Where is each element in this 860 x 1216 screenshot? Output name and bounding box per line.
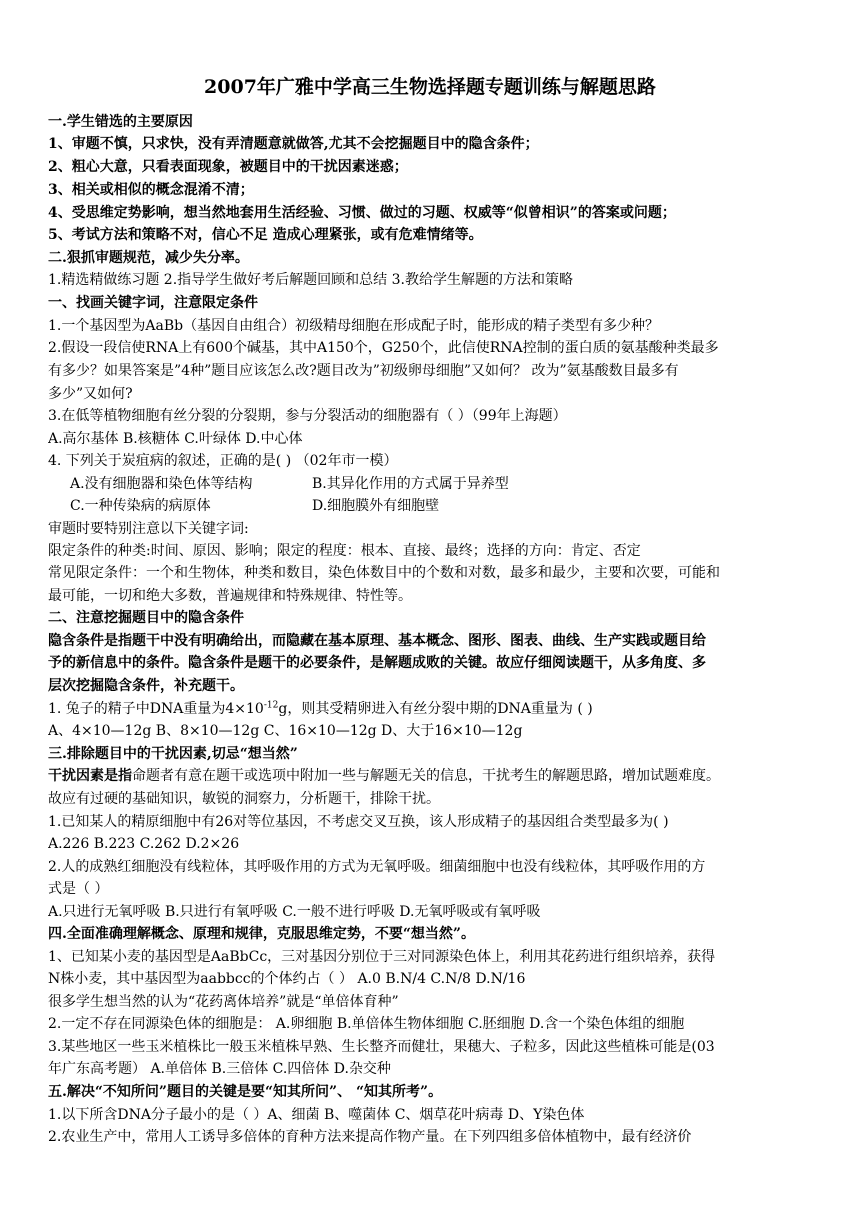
note-text: 审题时要特别注意以下关键字词: — [48, 521, 249, 537]
section-heading-keywords: 一、找画关键字词，注意限定条件 — [48, 295, 258, 311]
question-text: 1.已知某人的精原细胞中有26对等位基因，不考虑交叉互换，该人形成精子的基因组合类型最多为( ) — [48, 814, 669, 830]
note-text: 故应有过硬的基础知识，敏锐的洞察力，分析题干，排除干扰。 — [48, 791, 440, 807]
question-text: 3.在低等植物细胞有丝分裂的分裂期，参与分裂活动的细胞器有（ ）（99年上海题） — [48, 408, 567, 424]
section-heading-standards: 二.狠抓审题规范，减少失分率。 — [48, 250, 249, 266]
note-text: 最可能，一切和绝大多数，普遍规律和特殊规律、特性等。 — [48, 588, 412, 604]
question-text: 1.以下所含DNA分子最小的是（ ）A、细菌 B、噬菌体 C、烟草花叶病毒 D、Y染色体 — [48, 1107, 585, 1123]
question-text: 4. 下列关于炭疽病的叙述，正确的是( ) （02年市一模） — [48, 453, 398, 469]
question-text — [48, 699, 838, 719]
document-title: 2007年广雅中学高三生物选择题专题训练与解题思路 — [204, 76, 656, 98]
question-text: 多少”又如何? — [48, 386, 133, 402]
option-a: A.没有细胞器和染色体等结构 — [70, 476, 253, 492]
option-b: B.其异化作用的方式属于异养型 — [312, 476, 509, 492]
question-text: 有多少？如果答案是”4种”题目应该怎么改?题目改为”初级卵母细胞”又如何？ 改为”氨基酸数目最多有 — [48, 363, 679, 379]
hidden-condition-text: 予的新信息中的条件。隐含条件是题干的必要条件，是解题成败的关键。故应仔细阅读题干，从多角度、多 — [48, 655, 706, 671]
section-heading-causes: 一.学生错选的主要原因 — [48, 114, 193, 130]
reason-item: 5、考试方法和策略不对，信心不足 造成心理紧张，或有危难情绪等。 — [48, 227, 483, 243]
question-text-part: 1. 兔子的精子中DNA重量为4×10 — [48, 701, 264, 717]
note-text: 很多学生想当然的认为“花药离体培养”就是“单倍体育种” — [48, 994, 399, 1010]
question-text: 式是（ ） — [48, 881, 109, 897]
question-text: 年广东高考题） A.单倍体 B.三倍体 C.四倍体 D.杂交种 — [48, 1061, 391, 1077]
question-text: N株小麦，其中基因型为aabbcc的个体约占（ ） A.0 B.N/4 C.N/8 D.N/16 — [48, 971, 526, 987]
question-options: A.高尔基体 B.核糖体 C.叶绿体 D.中心体 — [48, 431, 303, 447]
question-text-part: g，则其受精卵进入有丝分裂中期的DNA重量为 ( ) — [278, 701, 593, 717]
question-text: 2.人的成熟红细胞没有线粒体，其呼吸作用的方式为无氧呼吸。细菌细胞中也没有线粒体，其呼吸作用的方 — [48, 859, 706, 875]
superscript-exponent: -12 — [263, 700, 279, 711]
question-text: 1.一个基因型为AaBb（基因自由组合）初级精母细胞在形成配子时，能形成的精子类型有多少种？ — [48, 318, 660, 334]
section-heading-hidden: 二、注意挖掘题目中的隐含条件 — [48, 610, 244, 626]
definition-term: 干扰因素是指 — [48, 768, 132, 784]
question-options: A.只进行无氧呼吸 B.只进行有氧呼吸 C.一般不进行呼吸 D.无氧呼吸或有氧呼吸 — [48, 904, 541, 920]
reason-item: 4、受思维定势影响，想当然地套用生活经验、习惯、做过的习题、权威等“似曾相识”的答案或问题； — [48, 205, 676, 221]
section-heading-purpose: 五.解决“不知所问”题目的关键是要“知其所问”、 “知其所考”。 — [48, 1084, 443, 1100]
hidden-condition-text: 隐含条件是指题干中没有明确给出，而隐藏在基本原理、基本概念、图形、图表、曲线、生产实践或题目给 — [48, 633, 706, 649]
reason-item: 2、粗心大意，只看表面现象，被题目中的干扰因素迷惑； — [48, 159, 408, 175]
reason-item: 1、审题不慎，只求快，没有弄清题意就做答,尤其不会挖掘题目中的隐含条件； — [48, 136, 539, 152]
note-text: 限定条件的种类:时间、原因、影响；限定的程度：根本、直接、最终；选择的方向：肯定、否定 — [48, 543, 641, 559]
question-options: A、4×10—12g B、8×10—12g C、16×10—12g D、大于16×10—12g — [48, 723, 523, 739]
reason-item: 3、相关或相似的概念混淆不清； — [48, 182, 254, 198]
note-text: 常见限定条件：一个和生物体，种类和数目，染色体数目中的个数和对数，最多和最少，主要和次要，可能和 — [48, 565, 720, 581]
section-heading-interference: 三.排除题目中的干扰因素,切忌“想当然” — [48, 746, 298, 762]
question-text: 2.农业生产中，常用人工诱导多倍体的育种方法来提高作物产量。在下列四组多倍体植物中，最有经济价 — [48, 1129, 692, 1145]
question-text: 2.假设一段信使RNA上有600个碱基，其中A150个，G250个，此信使RNA控制的蛋白质的氨基酸种类最多 — [48, 340, 719, 356]
question-text: 3.某些地区一些玉米植株比一般玉米植株早熟、生长整齐而健壮，果穗大、子粒多，因此这些植株可能是(03 — [48, 1039, 715, 1055]
interference-definition — [48, 766, 838, 786]
question-text: 1、已知某小麦的基因型是AaBbCc，三对基因分别位于三对同源染色体上，利用其花药进行组织培养，获得 — [48, 949, 716, 965]
question-options: A.226 B.223 C.262 D.2×26 — [48, 836, 240, 852]
definition-text: 命题者有意在题干或选项中附加一些与解题无关的信息，干扰考生的解题思路，增加试题难度。 — [132, 768, 720, 784]
option-c: C.一种传染病的病原体 — [70, 498, 211, 514]
method-list: 1.精选精做练习题 2.指导学生做好考后解题回顾和总结 3.教给学生解题的方法和策略 — [48, 272, 573, 288]
question-text: 2.一定不存在同源染色体的细胞是： A.卵细胞 B.单倍体生物体细胞 C.胚细胞 D.含一个染色体组的细胞 — [48, 1016, 685, 1032]
option-d: D.细胞膜外有细胞壁 — [312, 498, 440, 514]
section-heading-concepts: 四.全面准确理解概念、原理和规律，克服思维定势，不要“想当然”。 — [48, 926, 475, 942]
hidden-condition-text: 层次挖掘隐含条件，补充题干。 — [48, 678, 244, 694]
